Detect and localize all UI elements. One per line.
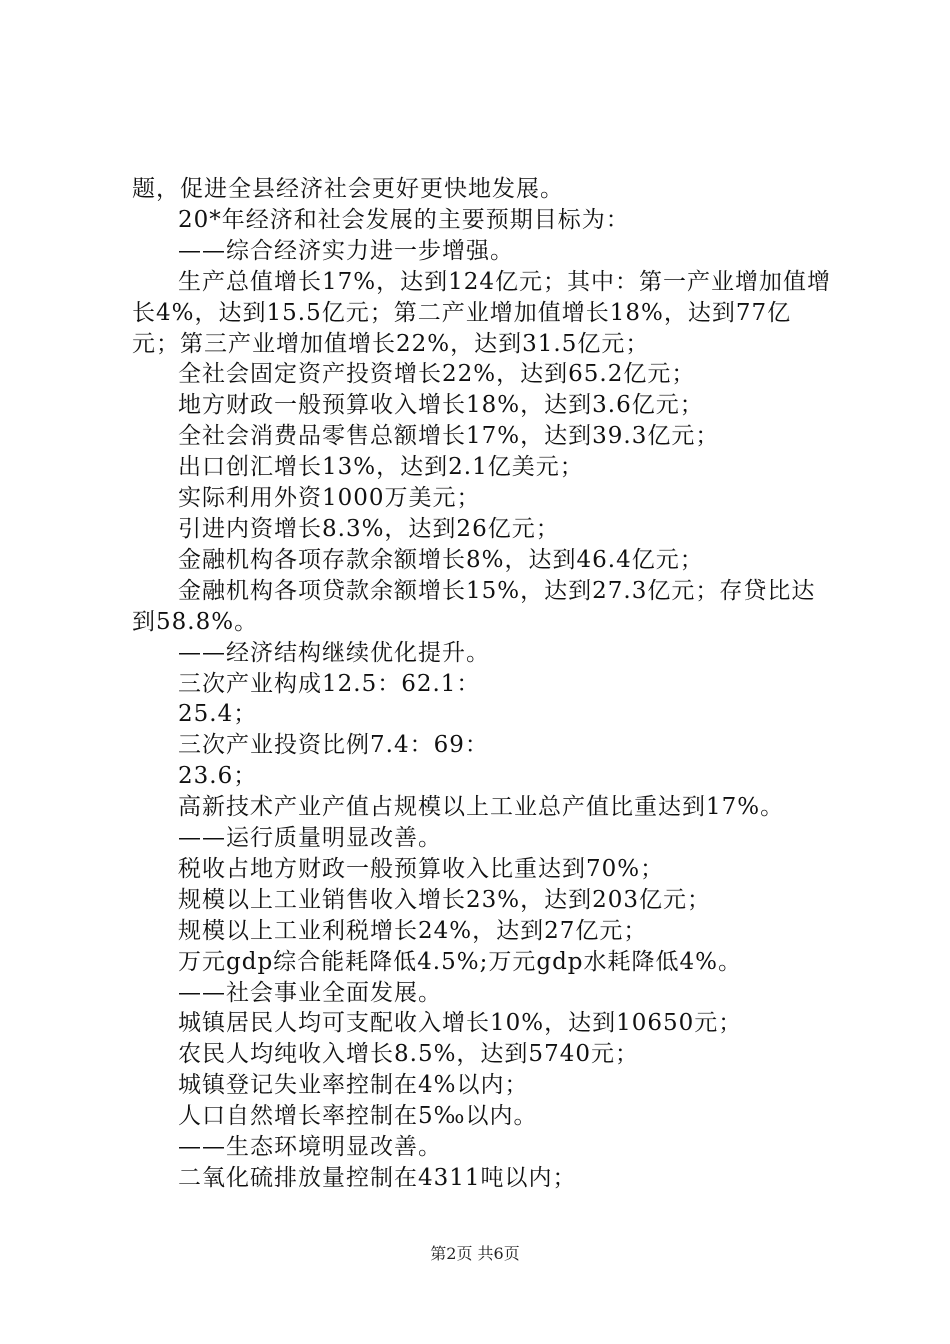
paragraph: 二氧化硫排放量控制在4311吨以内； bbox=[178, 1165, 577, 1191]
page-footer: 第2页 共6页 bbox=[430, 1244, 520, 1263]
paragraph: 23.6； bbox=[178, 763, 258, 790]
paragraph: 地方财政一般预算收入增长18%，达到3.6亿元； bbox=[178, 392, 704, 419]
paragraph: 三次产业投资比例7.4：69： bbox=[178, 732, 489, 759]
paragraph: 实际利用外资1000万美元； bbox=[178, 485, 481, 512]
paragraph: 金融机构各项贷款余额增长15%，达到27.3亿元；存贷比达到58.8%。 bbox=[132, 577, 816, 635]
paragraph: 规模以上工业销售收入增长23%，达到203亿元； bbox=[178, 886, 712, 913]
paragraph: 全社会消费品零售总额增长17%，达到39.3亿元； bbox=[178, 423, 720, 450]
paragraph: 全社会固定资产投资增长22%，达到65.2亿元； bbox=[178, 361, 696, 388]
paragraph: 城镇居民人均可支配收入增长10%，达到10650元； bbox=[178, 1010, 743, 1037]
paragraph: ——综合经济实力进一步增强。 bbox=[178, 237, 514, 264]
paragraph: 规模以上工业利税增长24%，达到27亿元； bbox=[178, 917, 648, 944]
document-body bbox=[132, 174, 832, 1194]
paragraph: 引进内资增长8.3%，达到26亿元； bbox=[178, 515, 560, 542]
paragraph: 25.4； bbox=[178, 701, 258, 728]
paragraph: 20*年经济和社会发展的主要预期目标为： bbox=[178, 206, 630, 233]
paragraph: 城镇登记失业率控制在4%以内； bbox=[178, 1072, 529, 1099]
paragraph: 生产总值增长17%，达到124亿元；其中：第一产业增加值增长4%，达到15.5亿元；第二产业增加值增长18%，达到77亿元；第三产业增加值增长22%，达到31.5亿元； bbox=[132, 268, 832, 357]
paragraph: ——运行质量明显改善。 bbox=[178, 825, 442, 852]
paragraph: ——社会事业全面发展。 bbox=[178, 979, 442, 1006]
paragraph: 万元gdp综合能耗降低4.5%;万元gdp水耗降低4%。 bbox=[178, 948, 743, 975]
paragraph: 农民人均纯收入增长8.5%，达到5740元； bbox=[178, 1041, 639, 1068]
paragraph: 税收占地方财政一般预算收入比重达到70%； bbox=[178, 855, 665, 882]
paragraph: 出口创汇增长13%，达到2.1亿美元； bbox=[178, 454, 584, 481]
paragraph: 金融机构各项存款余额增长8%，达到46.4亿元； bbox=[178, 546, 704, 573]
paragraph: 三次产业构成12.5：62.1： bbox=[178, 670, 481, 697]
paragraph: 人口自然增长率控制在5‰以内。 bbox=[178, 1103, 538, 1130]
paragraph: ——经济结构继续优化提升。 bbox=[178, 639, 490, 666]
paragraph: 题，促进全县经济社会更好更快地发展。 bbox=[132, 176, 564, 202]
paragraph: ——生态环境明显改善。 bbox=[178, 1134, 442, 1161]
paragraph: 高新技术产业产值占规模以上工业总产值比重达到17%。 bbox=[178, 794, 785, 821]
